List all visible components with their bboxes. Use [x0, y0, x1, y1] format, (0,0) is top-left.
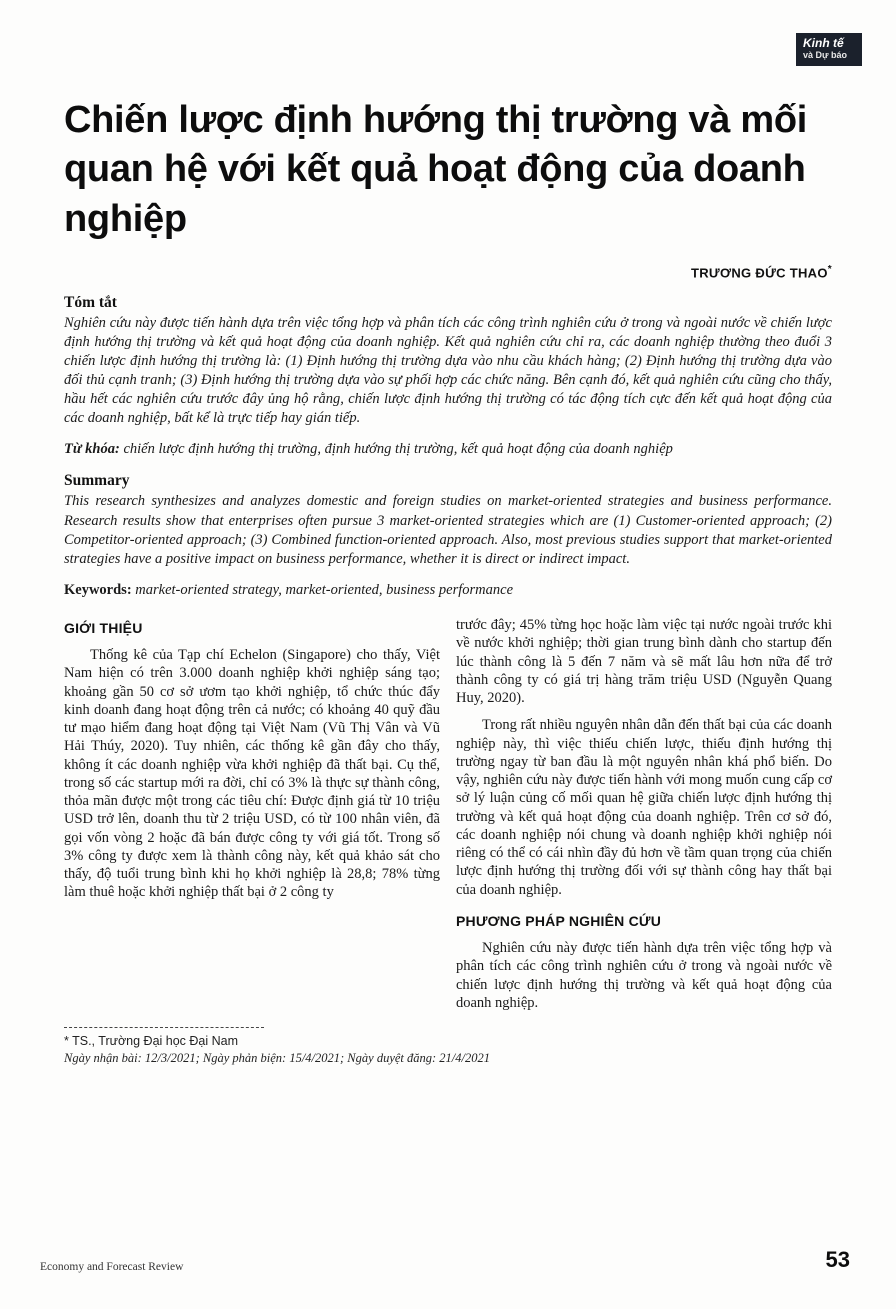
author-name: TRƯƠNG ĐỨC THAO	[690, 265, 828, 281]
abstract-heading: Tóm tắt	[64, 293, 117, 311]
left-column	[64, 616, 440, 1021]
two-column-body	[64, 616, 832, 1021]
summary-heading: Summary	[64, 472, 130, 490]
author-row	[64, 264, 832, 280]
footnote-dates: Ngày nhận bài: 12/3/2021; Ngày phản biện: 15/4/2021; Ngày duyệt đăng: 21/4/2021	[64, 1051, 490, 1066]
keywords-en-text: market-oriented strategy, market-oriented, business performance	[135, 581, 514, 598]
keywords-en-label: Keywords:	[64, 581, 132, 598]
summary-body: This research synthesizes and analyzes domestic and foreign studies on market-oriented strategies and business performance. Research results show that enterprises often pursue 3 market-oriented strategies which are (1) Customer-oriented approach; (2) Competitor-oriented approach; (3) Combined function-oriented approach. Also, most previous studies support that market-oriented strategies have a positive impact on business performance, whether it is direct or indirect impact.	[64, 493, 832, 567]
footnote-author-affiliation: * TS., Trường Đại học Đại Nam	[64, 1034, 239, 1049]
abstract-section	[64, 294, 832, 460]
article-title: Chiến lược định hướng thị trường và mối quan hệ với kết quả hoạt động của doanh nghiệp	[64, 99, 807, 240]
intro-paragraph-1: Thống kê của Tạp chí Echelon (Singapore) cho thấy, Việt Nam hiện có trên 3.000 doanh nghiệp khởi nghiệp sáng tạo; khoảng gần 50 cơ sở ươm tạo khởi nghiệp, tổ chức thúc đẩy kinh doanh đang hoạt động trên cả nước; có khoảng 40 quỹ đầu tư mạo hiểm đang hoạt động tại Việt Nam (Vũ Thị Vân và Vũ Hải Thúy, 2020). Tuy nhiên, các thống kê gần đây cho thấy, không ít các doanh nghiệp vừa khởi nghiệp đã thất bại. Cụ thể, trong số các startup mới ra đời, chỉ có 3% là thực sự thành công, thỏa mãn được một trong các tiêu chí: Được định giá từ 10 triệu USD trở lên, doanh thu từ 2 triệu USD, có từ 100 nhân viên, đã gọi vốn vòng 2 hoặc đã bán được công ty với giá tốt. Trong số 3% công ty được xem là thành công này, kết quả khảo sát cho thấy, độ tuổi trung bình khi họ khởi nghiệp là 28,8; 78% từng làm thuê hoặc khởi nghiệp thất bại ở 2 công ty	[64, 647, 440, 901]
journal-logo	[796, 33, 862, 66]
page-number: 53	[825, 1247, 850, 1272]
section-heading-methodology: PHƯƠNG PHÁP NGHIÊN CỨU	[456, 912, 662, 929]
footnote-block	[64, 1027, 832, 1066]
keywords-vi	[64, 440, 832, 459]
journal-logo-line2: và Dự báo	[803, 50, 848, 61]
page-content	[0, 96, 896, 1066]
methods-paragraph-1: Nghiên cứu này được tiến hành dựa trên việc tổng hợp và phân tích các công trình nghiên cứu ở trong và ngoài nước về chiến lược định hướng thị trường và kết quả hoạt động của doanh nghiệp.	[456, 939, 832, 1011]
abstract-body: Nghiên cứu này được tiến hành dựa trên việc tổng hợp và phân tích các công trình nghiên cứu ở trong và ngoài nước về chiến lược định hướng thị trường và kết quả hoạt động của doanh nghiệp. Kết quả nghiên cứu chỉ ra, các doanh nghiệp thường theo đuổi 3 chiến lược định hướng thị trường là: (1) Định hướng thị trường dựa vào nhu cầu khách hàng; (2) Định hướng thị trường dựa vào đối thủ cạnh tranh; (3) Định hướng thị trường dựa vào sự phối hợp các chức năng. Bên cạnh đó, kết quả nghiên cứu cũng cho thấy, hầu hết các nghiên cứu trước đây ủng hộ rằng, chiến lược định hướng thị trường có tác động tích cực đến kết quả hoạt động của các doanh nghiệp, bất kể là trực tiếp hay gián tiếp.	[64, 314, 832, 427]
intro-paragraph-1-continued: trước đây; 45% từng học hoặc làm việc tại nước ngoài trước khi về nước khởi nghiệp; thời gian trung bình dành cho startup đến lúc thành công là 5 đến 7 năm và sẽ mất lâu hơn nữa để trở thành công ty có giá trị hàng trăm triệu USD (Nguyễn Quang Huy, 2020).	[456, 617, 832, 707]
journal-name-footer: Economy and Forecast Review	[40, 1261, 184, 1273]
section-heading-introduction: GIỚI THIỆU	[64, 620, 143, 636]
author-footnote-mark: *	[827, 264, 832, 276]
right-column	[456, 616, 832, 1021]
keywords-en	[64, 581, 832, 600]
journal-logo-line1: Kinh tế	[803, 36, 844, 50]
intro-paragraph-2: Trong rất nhiều nguyên nhân dẫn đến thất bại của các doanh nghiệp này, thì việc thiếu chiến lược, thiếu định hướng thị trường ngay từ ban đầu là một nguyên nhân khá phổ biến. Do vậy, nghiên cứu này được tiến hành với mong muốn cung cấp cơ sở lý luận củng cố mối quan hệ giữa chiến lược định hướng thị trường và kết quả hoạt động của doanh nghiệp. Trên cơ sở đó, các doanh nghiệp nói chung và doanh nghiệp khởi nghiệp nói riêng có thể có cái nhìn đầy đủ hơn về tầm quan trọng của chiến lược định hướng thị trường đối với sự thành công hay thất bại của doanh nghiệp.	[456, 717, 832, 898]
summary-section	[64, 472, 832, 600]
keywords-vi-label: Từ khóa:	[64, 441, 120, 458]
page-footer	[40, 1247, 850, 1273]
keywords-vi-text: chiến lược định hướng thị trường, định hướng thị trường, kết quả hoạt động của doanh nghiệp	[123, 441, 673, 458]
footnote-separator-line	[64, 1027, 264, 1028]
